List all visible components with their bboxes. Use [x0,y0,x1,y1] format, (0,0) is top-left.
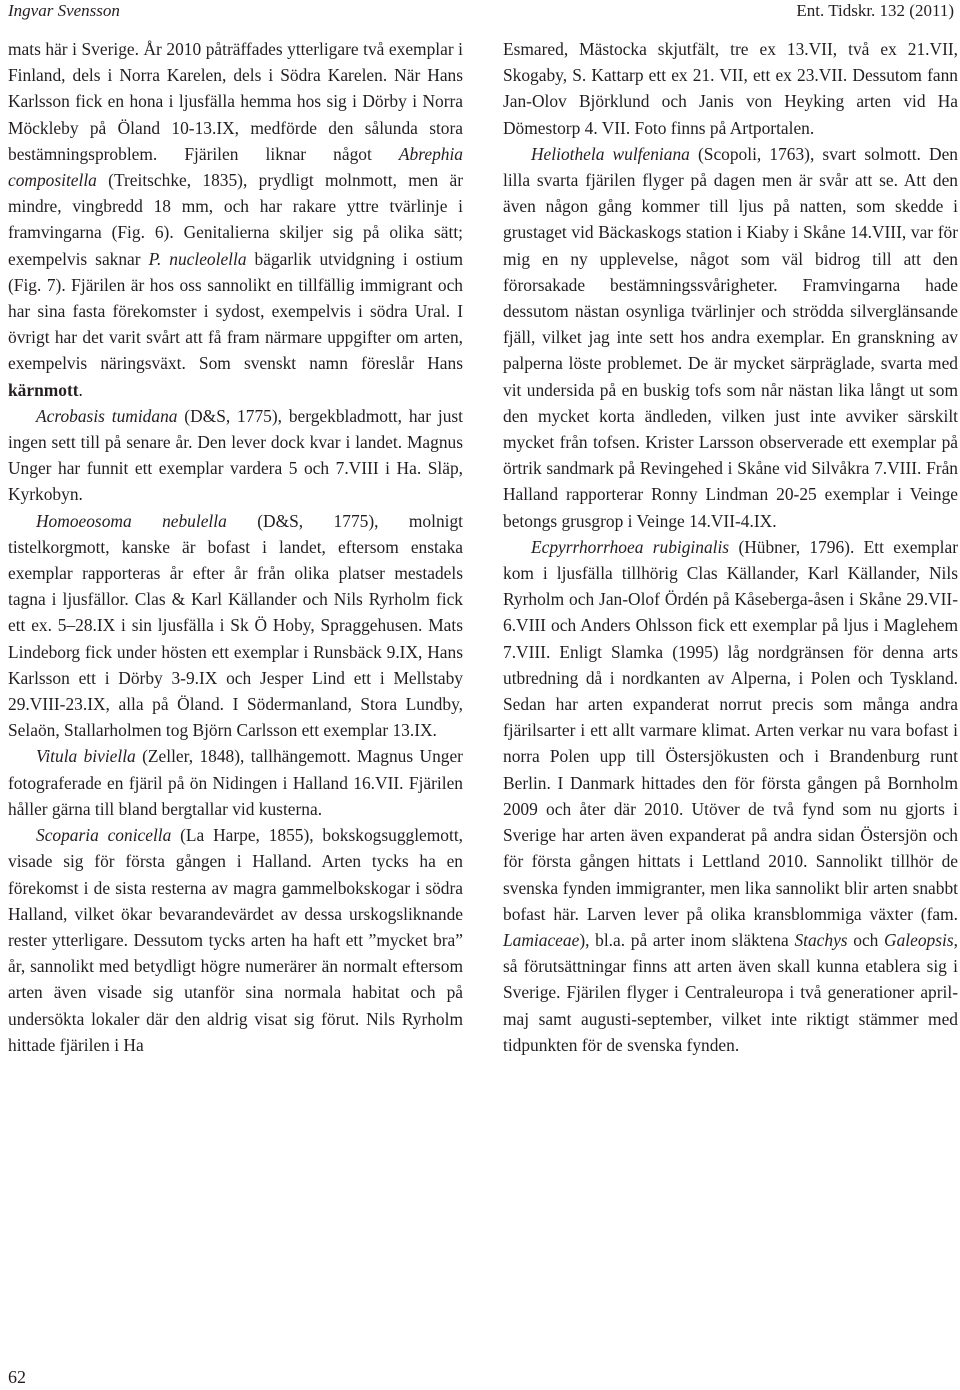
species-name: P. nucleolella [148,248,247,269]
proposed-common-name: kärnmott [8,379,79,400]
text: bägarlik utvidgning i ostium (Fig. 7). Fjärilen är hos oss sannolikt en tillfällig immigrant och har sina fasta förekomster i sydost, exempelvis i södra Ural. I övrigt har det varit svårt att få fram närmare uppgifter om arten, exempelvis näringsväxt. Som svenskt namn föreslår Hans [8,248,463,374]
paragraph-vitula [8,743,463,822]
paragraph-scoparia-continued [503,36,958,141]
species-name: Ecpyrrhorrhoea rubiginalis [531,536,730,557]
text: (D&S, 1775), molnigt tistelkorgmott, kanske är bofast i landet, eftersom enstaka exemplar rapporteras år efter år från olika platser mestadels tagna i ljusfällor. Clas & Karl Källander och Nils Ryrholm fick ett ex. 5–28.IX i sin ljusfälla i Sk Ö Hoby, Spraggehusen. Mats Lindeborg fick under hösten ett exemplar i Runsbäck 9.IX, Hans Karlsson ett i Dörby 3-9.IX och Jesper Lind ett i Mellstaby 29.VIII-23.IX, alla på Öland. I Södermanland, Stora Lundby, Selaön, Stallarholmen tog Björn Carlsson ett exemplar 13.IX. [8,510,464,741]
family-name: Lamiaceae [503,929,580,950]
paragraph-ecpyrrhorrhoea [503,534,958,1058]
paragraph-acrobasis [8,403,463,508]
paragraph-nucleolella [8,36,463,403]
text: och [847,929,885,950]
species-name: Homoeosoma nebulella [36,510,227,531]
text: Esmared, Mästocka skjutfält, tre ex 13.VII, två ex 21.VII, Skogaby, S. Kattarp ett ex 21. VII, ett ex 23.VII. Dessutom fann Jan-Olov Björklund och Janis von Heyking arten vid Ha Dömestorp 4. VII. Foto finns på Artportalen. [503,39,958,138]
right-column [503,36,958,1058]
species-name: Acrobasis tumidana [36,405,178,426]
text: (Scopoli, 1763), svart solmott. Den lilla svarta fjärilen flyger på dagen men är svår att se. Att den även någon gång kommer till ljus på natten, som skedde i grustaget vid Bäckaskogs station i Kiaby i Skåne 14.VIII, var för mig en ny upplevelse, något som väl bidrog till att den förorsakade bestämningssvårigheter. Framvingarna hade dessutom nästan osynliga tvärlinjer och strödda silverglänsande fjäll, vilket jag inte sett hos andra exemplar. En granskning av palperna löste problemet. De är mycket särpräglade, svarta med vit undersida på en buskig tofs som når nästan lika långt ut som den mycket korta ändleden, vilken just inte avviker särskilt mycket från tofsen. Krister Larsson observerade ett exemplar på örtrik sandmark på Revingehed i Skåne vid Silvåkra 7.VIII. Från Halland rapporterar Ronny Lindman 20-25 exemplar i Veinge betongs grusgrop i Veinge 14.VII-4.IX. [503,143,959,531]
text: mats här i Sverige. År 2010 påträffades ytterligare två exemplar i Finland, dels i Norra Karelen, dels i Södra Karelen. När Hans Karlsson fick en hona i ljusfälla hemma hos sig i Dörby i Norra Möckleby på Öland 10-13.IX, medförde den sålunda stora bestämningsproblem. Fjärilen liknar något [8,39,463,164]
running-header-author: Ingvar Svensson [8,1,120,20]
species-name: Scoparia conicella [36,825,172,846]
text: . [78,379,83,400]
species-name: Heliothela wulfeniana [531,143,690,164]
left-column [8,36,463,1058]
genus-name: Stachys [794,929,848,950]
species-name: Abrephia compositella [8,143,463,191]
running-header-journal: Ent. Tidskr. 132 (2011) [796,1,954,20]
text: (La Harpe, 1855), bokskogsugglemott, visade sig för första gången i Halland. Arten tycks ha en förekomst i de sista resterna av magra gammelbokskogar i södra Halland, vilket ökar bevarandevärdet av dessa urskogsliknande rester ytterligare. Dessutom tycks arten ha haft ett ”mycket bra” år, sannolikt med betydligt högre numerärer än normalt eftersom arten även visade sig utanför sina normala habitat och på undersökta lokaler där den aldrig visat sig förut. Nils Ryrholm hittade fjärilen i Ha [8,825,463,1055]
genus-name: Galeopsis [884,929,954,950]
text: , så förutsättningar finns att arten även skall kunna etablera sig i Sverige. Fjärilen flyger i Centraleuropa i två generationer april-maj samt augusti-september, vilket inte riktigt stämmer med tidpunkten för de svenska fynden. [503,929,958,1055]
paragraph-homoeosoma [8,508,463,744]
paragraph-heliothela [503,141,958,534]
text: (D&S, 1775), bergekbladmott, har just ingen sett till på senare år. Den lever dock kvar i landet. Magnus Unger har funnit ett exemplar vardera 5 och 7.VIII i Ha. Släp, Kyrkobyn. [8,405,464,505]
text: (Hübner, 1796). Ett exemplar kom i ljusfälla tillhörig Clas Källander, Karl Källander, Nils Ryrholm och Jan-Olof Ördén på Kåseberga-åsen i Skåne 29.VII-6.VIII och Anders Ohlsson fick ett exemplar på ljus i Maglehem 7.VIII. Enligt Slamka (1995) låg nordgränsen för denna arts utbredning då i nordkanten av Alperna, i Polen och Tyskland. Sedan har arten expanderat norrut precis som många andra fjärilsarter i ett allt varmare klimat. Arten verkar nu vara bofast i norra Polen upp till Östersjökusten och i Brandenburg runt Berlin. I Danmark hittades den för första gången på Bornholm 2009 och åter där 2010. Utöver de två fynd som nu gjorts i Sverige har arten även expanderat på andra sidan Östersjön och för första gången hittats i Lettland 2010. Sannolikt tillhör de svenska fynden immigranter, men lika sannolikt blir arten snabbt bofast här. Larven lever på olika kransblommiga växter (fam. [503,536,958,924]
text: (Zeller, 1848), tallhängemott. Magnus Unger fotograferade en fjäril på ön Nidingen i Halland 16.VII. Fjärilen håller gärna till bland bergtallar vid kusterna. [8,746,463,819]
paragraph-scoparia [8,822,463,1058]
species-name: Vitula biviella [36,746,136,767]
text: ), bl.a. på arter inom släktena [579,929,795,950]
page-number: 62 [8,1367,26,1387]
text: (Treitschke, 1835), prydligt molnmott, men är mindre, vingbredd 18 mm, och har rakare yttre tvärlinje i framvingarna (Fig. 6). Genitalierna skiljer sig på olika sätt; exempelvis saknar [8,170,463,269]
